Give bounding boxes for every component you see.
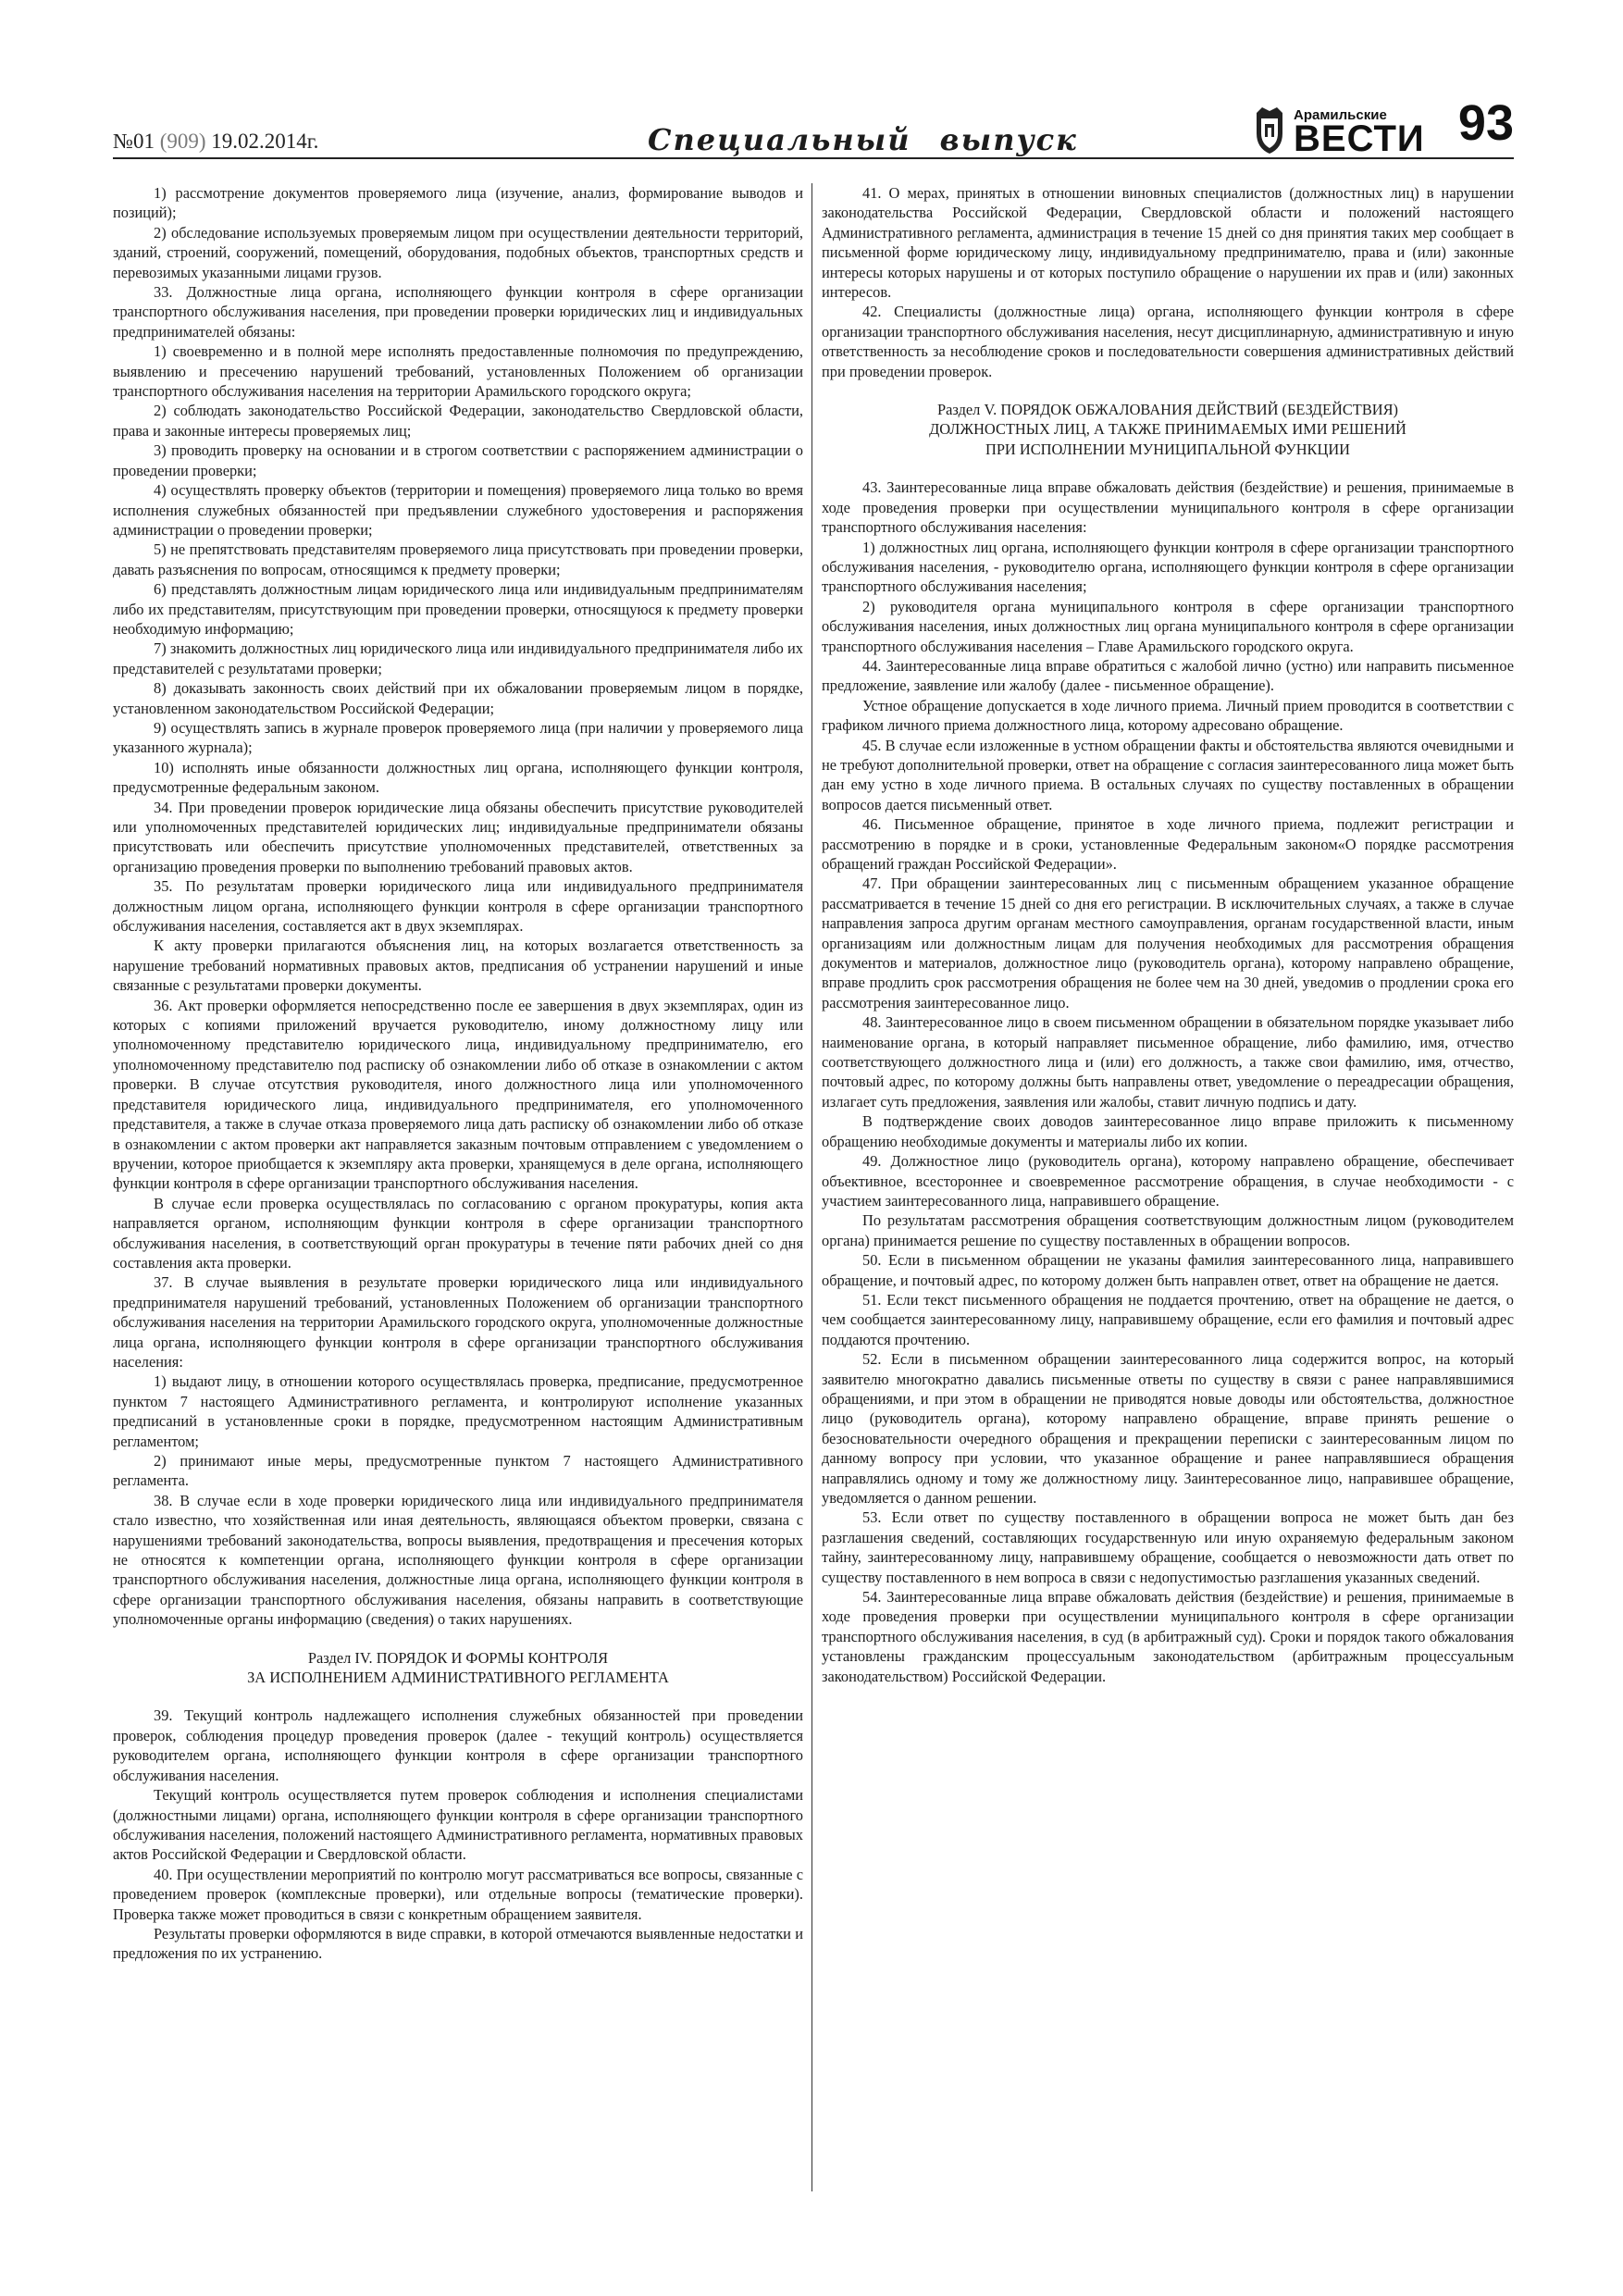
- paragraph: Устное обращение допускается в ходе личного приема. Личный прием проводится в соответствии с графиком личного приема должностного лица, которому адресовано обращение.: [822, 696, 1514, 735]
- paragraph: 3) проводить проверку на основании и в строгом соответствии с распоряжением администрации о проведении проверки;: [113, 441, 803, 479]
- issue-number: №01: [113, 130, 155, 153]
- paragraph: 40. При осуществлении мероприятий по контролю могут рассматриваться все вопросы, связанные с проведением проверок (комплексные проверки), или отдельные вопросы (тематические проверки). Проверка также может проводиться в связи с конкретным обращением заявителя.: [113, 1865, 803, 1923]
- paragraph: 7) знакомить должностных лиц юридического лица или индивидуального предпринимателя либо их представителей с результатами проверки;: [113, 639, 803, 677]
- paragraph: 52. Если в письменном обращении заинтересованного лица содержится вопрос, на который заявителю многократно давались письменные ответы по существу в связи с ранее направлявшимися обращениями, и при этом в обращении не приводятся новые доводы или обстоятельства, должностное лицо (руководитель органа), которому направлено обращение, вправе принять решение о безосновательности очередного обращения и прекращении переписки с заинтересованным лицом по данному вопросу при условии, что указанное обращение и ранее направлявшиеся обращения направлялись одному и тому же должностному лицу. Заинтересованное лицо, направившее обращение, уведомляется о данном решении.: [822, 1350, 1514, 1507]
- paragraph: 34. При проведении проверок юридические лица обязаны обеспечить присутствие руководителей или уполномоченных представителей юридических лиц; индивидуальные предприниматели обязаны присутствовать или обеспечить присутствие уполномоченных представителей, ответственных за организацию проведения проверки по выполнению требований правовых актов.: [113, 798, 803, 875]
- masthead: [113, 95, 1514, 159]
- paragraph: 36. Акт проверки оформляется непосредственно после ее завершения в двух экземплярах, один из которых с копиями приложений вручается руководителю, иному должностному лицу или уполномоченному представителю юридического лица, индивидуальному предпринимателю, его уполномоченному представителю под расписку об ознакомлении либо об отказе в ознакомлении с актом проверки. В случае отсутствия руководителя, иного должностного лица или уполномоченного представителя юридического лица, индивидуального предпринимателя, его уполномоченного представителя, а также в случае отказа проверяемого лица дать расписку об ознакомлении либо об отказе в ознакомлении с актом проверки акт направляется заказным почтовым отправлением с уведомлением о вручении, которое приобщается к экземпляру акта проверки, хранящемуся в деле органа, исполняющего функции контроля в сфере организации транспортного обслуживания населения.: [113, 996, 803, 1193]
- paragraph: В подтверждение своих доводов заинтересованное лицо вправе приложить к письменному обращению необходимые документы и материалы либо их копии.: [822, 1112, 1514, 1150]
- logo-top-text: Арамильские: [1294, 107, 1387, 123]
- page-number: 93: [1457, 95, 1514, 151]
- paragraph: 1) своевременно и в полной мере исполнять предоставленные полномочия по предупреждению, выявлению и пресечению нарушений требований, установленных Положением об организации транспортного обслуживания населения на территории Арамильского городского округа;: [113, 342, 803, 401]
- header-rule: [113, 157, 1514, 159]
- paragraph: Текущий контроль осуществляется путем проверок соблюдения и исполнения специалистами (должностными лицами) органа, исполняющего функции контроля в сфере организации транспортного обслуживания населения, положений настоящего Административного регламента, нормативных правовых актов Российской Федерации и Свердловской области.: [113, 1786, 803, 1864]
- paragraph: 4) осуществлять проверку объектов (территории и помещения) проверяемого лица только во время исполнения служебных обязанностей при предъявлении служебного удостоверения и распоряжения администрации о проведении проверки;: [113, 481, 803, 539]
- paragraph: Результаты проверки оформляются в виде справки, в которой отмечаются выявленные недостатки и предложения по их устранению.: [113, 1924, 803, 1963]
- paragraph: 1) должностных лиц органа, исполняющего функции контроля в сфере организации транспортного обслуживания населения, - руководителю органа, исполняющего функции контроля в сфере организации транспортного обслуживания населения;: [822, 538, 1514, 596]
- left-column: [113, 183, 803, 1964]
- issue-line: [113, 130, 318, 154]
- paragraph: 33. Должностные лица органа, исполняющего функции контроля в сфере организации транспортного обслуживания населения, при проведении проверки юридических лиц и индивидуальных предпринимателей обязаны:: [113, 283, 803, 341]
- paragraph: 2) руководителя органа муниципального контроля в сфере организации транспортного обслуживания населения, иных должностных лиц органа муниципального контроля в сфере организации транспортного обслуживания населения – Главе Арамильского городского округа.: [822, 597, 1514, 655]
- paragraph: 51. Если текст письменного обращения не поддается прочтению, ответ на обращение не дается, о чем сообщается заинтересованному лицу, направившему обращение, если его фамилия и почтовый адрес поддаются прочтению.: [822, 1290, 1514, 1348]
- paragraph: 47. При обращении заинтересованных лиц с письменным обращением указанное обращение рассматривается в течение 15 дней со дня его регистрации. В исключительных случаях, а также в случае направления запроса другим органам местного самоуправления, органам государственной власти, иным организациям или должностным лицам для получения необходимых для рассмотрения обращения документов и материалов, должностное лицо (руководитель органа), которому направлено обращение, вправе продлить срок рассмотрения обращения не более чем на 30 дней, уведомив о продлении срока его рассмотрения заинтересованное лицо.: [822, 875, 1514, 1011]
- paragraph: 43. Заинтересованные лица вправе обжаловать действия (бездействие) и решения, принимаемые в ходе проведения проверки при осуществлении муниципального контроля в сфере организации транспортного обслуживания населения:: [822, 478, 1514, 537]
- paragraph: 9) осуществлять запись в журнале проверок проверяемого лица (при наличии у проверяемого лица указанного журнала);: [113, 718, 803, 757]
- paragraph: 2) обследование используемых проверяемым лицом при осуществлении деятельности территорий, зданий, строений, сооружений, помещений, оборудования, подобных объектов, транспортных средств и перевозимых указанными лицами грузов.: [113, 223, 803, 281]
- paragraph: 38. В случае если в ходе проверки юридического лица или индивидуального предпринимателя стало известно, что хозяйственная или иная деятельность, являющаяся объектом проверки, связана с нарушениями требований законодательства, вопросы выявления, предотвращения и пресечения которых не относятся к компетенции органа, исполняющего функции контроля в сфере организации транспортного обслуживания населения, должностные лица органа, исполняющего функции контроля в сфере организации транспортного обслуживания населения, обязаны направить в соответствующие уполномоченные органы информацию (сведения) о таких нарушениях.: [113, 1491, 803, 1629]
- logo-main-text: ВЕСТИ: [1294, 118, 1425, 159]
- paragraph: 8) доказывать законность своих действий при их обжаловании проверяемым лицом в порядке, установленном законодательством Российской Федерации;: [113, 679, 803, 717]
- paragraph: 1) выдают лицу, в отношении которого осуществлялась проверка, предписание, предусмотренное пунктом 7 настоящего Административного регламента, и контролируют исполнение указанных предписаний в установленные сроки в порядке, предусмотренном настоящим Административным регламентом;: [113, 1372, 803, 1450]
- right-column: [822, 183, 1514, 1686]
- paragraph: 49. Должностное лицо (руководитель органа), которому направлено обращение, обеспечивает объективное, всестороннее и своевременное рассмотрение обращения, в случае необходимости - с участием заинтересованного лица, направившего обращение.: [822, 1152, 1514, 1210]
- paragraph: 5) не препятствовать представителям проверяемого лица присутствовать при проведении проверки, давать разъяснения по вопросам, относящимся к предмету проверки;: [113, 540, 803, 578]
- paragraph: 41. О мерах, принятых в отношении виновных специалистов (должностных лиц) в нарушении законодательства Российской Федерации, Свердловской области и положений настоящего Административного регламента, администрация в течение 15 дней со дня принятия таких мер сообщает в письменной форме юридическому лицу, индивидуальному предпринимателю, права и (или) законные интересы которых нарушены и от которых поступило обращение о нарушении их прав и (или) законных интересов.: [822, 184, 1514, 302]
- paragraph: 39. Текущий контроль надлежащего исполнения служебных обязанностей при проведении проверок, соблюдения процедур проведения проверок (далее - текущий контроль) осуществляется руководителем органа, исполняющего функции контроля в сфере организации транспортного обслуживания населения.: [113, 1706, 803, 1784]
- issue-date: 19.02.2014г.: [211, 130, 319, 153]
- paragraph: 37. В случае выявления в результате проверки юридического лица или индивидуального предпринимателя нарушений требований, установленных Положением об организации транспортного обслуживания населения на территории Арамильского городского округа, уполномоченные должностные лица органа, исполняющего функции контроля в сфере организации транспортного обслуживания населения:: [113, 1273, 803, 1371]
- paragraph: 6) представлять должностным лицам юридического лица или индивидуальным предпринимателям либо их представителям, присутствующим при проведении проверки, относящуюся к предмету проверки необходимую информацию;: [113, 580, 803, 638]
- paragraph: 42. Специалисты (должностные лица) органа, исполняющего функции контроля в сфере организации транспортного обслуживания населения, несут дисциплинарную, административную и иную ответственность за несоблюдение сроков и последовательности совершения административных действий при проведении проверок.: [822, 303, 1514, 380]
- section-heading: Раздел IV. ПОРЯДОК И ФОРМЫ КОНТРОЛЯ ЗА ИСПОЛНЕНИЕМ АДМИНИСТРАТИВНОГО РЕГЛАМЕНТА: [247, 1648, 669, 1687]
- special-issue-title: Специальный выпуск: [648, 122, 1078, 157]
- paragraph: 48. Заинтересованное лицо в своем письменном обращении в обязательном порядке указывает либо наименование органа, в который направляет письменное обращение, либо фамилию, имя, отчество соответствующего должностного лица и (или) его должность, а также свои фамилию, имя, отчество, почтовый адрес, по которому должны быть направлены ответ, уведомление о переадресации обращения, излагает суть предложения, заявления или жалобы, ставит личную подпись и дату.: [822, 1013, 1514, 1111]
- paragraph: 35. По результатам проверки юридического лица или индивидуального предпринимателя должностным лицом органа, исполняющего функции контроля в сфере организации транспортного обслуживания населения, составляется акт в двух экземплярах.: [113, 877, 803, 936]
- paragraph: 2) соблюдать законодательство Российской Федерации, законодательство Свердловской области, права и законные интересы проверяемых лиц;: [113, 402, 803, 440]
- paragraph: По результатам рассмотрения обращения соответствующим должностным лицом (руководителем органа) принимается решение по существу поставленных в обращении вопросов.: [822, 1211, 1514, 1249]
- paragraph: 54. Заинтересованные лица вправе обжаловать действия (бездействие) и решения, принимаемые в ходе проведения проверки при осуществлении муниципального контроля в сфере организации транспортного обслуживания населения, в суд (в арбитражный суд). Сроки и порядок такого обжалования установлены гражданским процессуальным законодательством (арбитражным процессуальным законодательством) Российской Федерации.: [822, 1588, 1514, 1685]
- paragraph: 10) исполнять иные обязанности должностных лиц органа, исполняющего функции контроля, предусмотренные федеральным законом.: [113, 758, 803, 797]
- paragraph: 50. Если в письменном обращении не указаны фамилия заинтересованного лица, направившего обращение, и почтовый адрес, по которому должен быть направлен ответ, ответ на обращение не дается.: [822, 1251, 1514, 1289]
- paragraph: 44. Заинтересованные лица вправе обратиться с жалобой лично (устно) или направить письменное предложение, заявление или жалобу (далее - письменное обращение).: [822, 656, 1514, 695]
- paragraph: 46. Письменное обращение, принятое в ходе личного приема, подлежит регистрации и рассмотрению в порядке и в сроки, установленные Федеральным законом«О порядке рассмотрения обращений граждан Российской Федерации».: [822, 815, 1514, 873]
- paragraph: 2) принимают иные меры, предусмотренные пунктом 7 настоящего Административного регламента.: [113, 1452, 803, 1490]
- coat-of-arms-icon: [1251, 105, 1288, 155]
- issue-total-number: (909): [159, 130, 206, 153]
- paragraph: В случае если проверка осуществлялась по согласованию с органом прокуратуры, копия акта направляется органом, исполняющим функции контроля в сфере организации транспортного обслуживания населения, в соответствующий орган прокуратуры в течение пяти рабочих дней со дня составления акта проверки.: [113, 1194, 803, 1272]
- paragraph: 53. Если ответ по существу поставленного в обращении вопроса не может быть дан без разглашения сведений, составляющих государственную или иную охраняемую федеральным законом тайну, заинтересованному лицу, направившему обращение, сообщается о невозможности дать ответ по существу поставленного в нем вопроса в связи с недопустимостью разглашения указанных сведений.: [822, 1508, 1514, 1586]
- section-heading: Раздел V. ПОРЯДОК ОБЖАЛОВАНИЯ ДЕЙСТВИЙ (БЕЗДЕЙСТВИЯ) ДОЛЖНОСТНЫХ ЛИЦ, А ТАКЖЕ ПРИНИМАЕМЫХ ИМИ РЕШЕНИЙ ПРИ ИСПОЛНЕНИИ МУНИЦИПАЛЬНОЙ ФУНКЦИИ: [929, 401, 1406, 458]
- paragraph: 1) рассмотрение документов проверяемого лица (изучение, анализ, формирование выводов и позиций);: [113, 184, 803, 222]
- paragraph: 45. В случае если изложенные в устном обращении факты и обстоятельства являются очевидными и не требуют дополнительной проверки, ответ на обращение с согласия заинтересованного лица может быть дан ему устно в ходе личного приема. В остальных случаях по существу поставленных в обращении вопросов дается письменный ответ.: [822, 736, 1514, 813]
- paragraph: К акту проверки прилагаются объяснения лиц, на которых возлагается ответственность за нарушение требований нормативных правовых актов, предписания об устранении нарушений и иные связанные с результатами проверки документы.: [113, 937, 803, 995]
